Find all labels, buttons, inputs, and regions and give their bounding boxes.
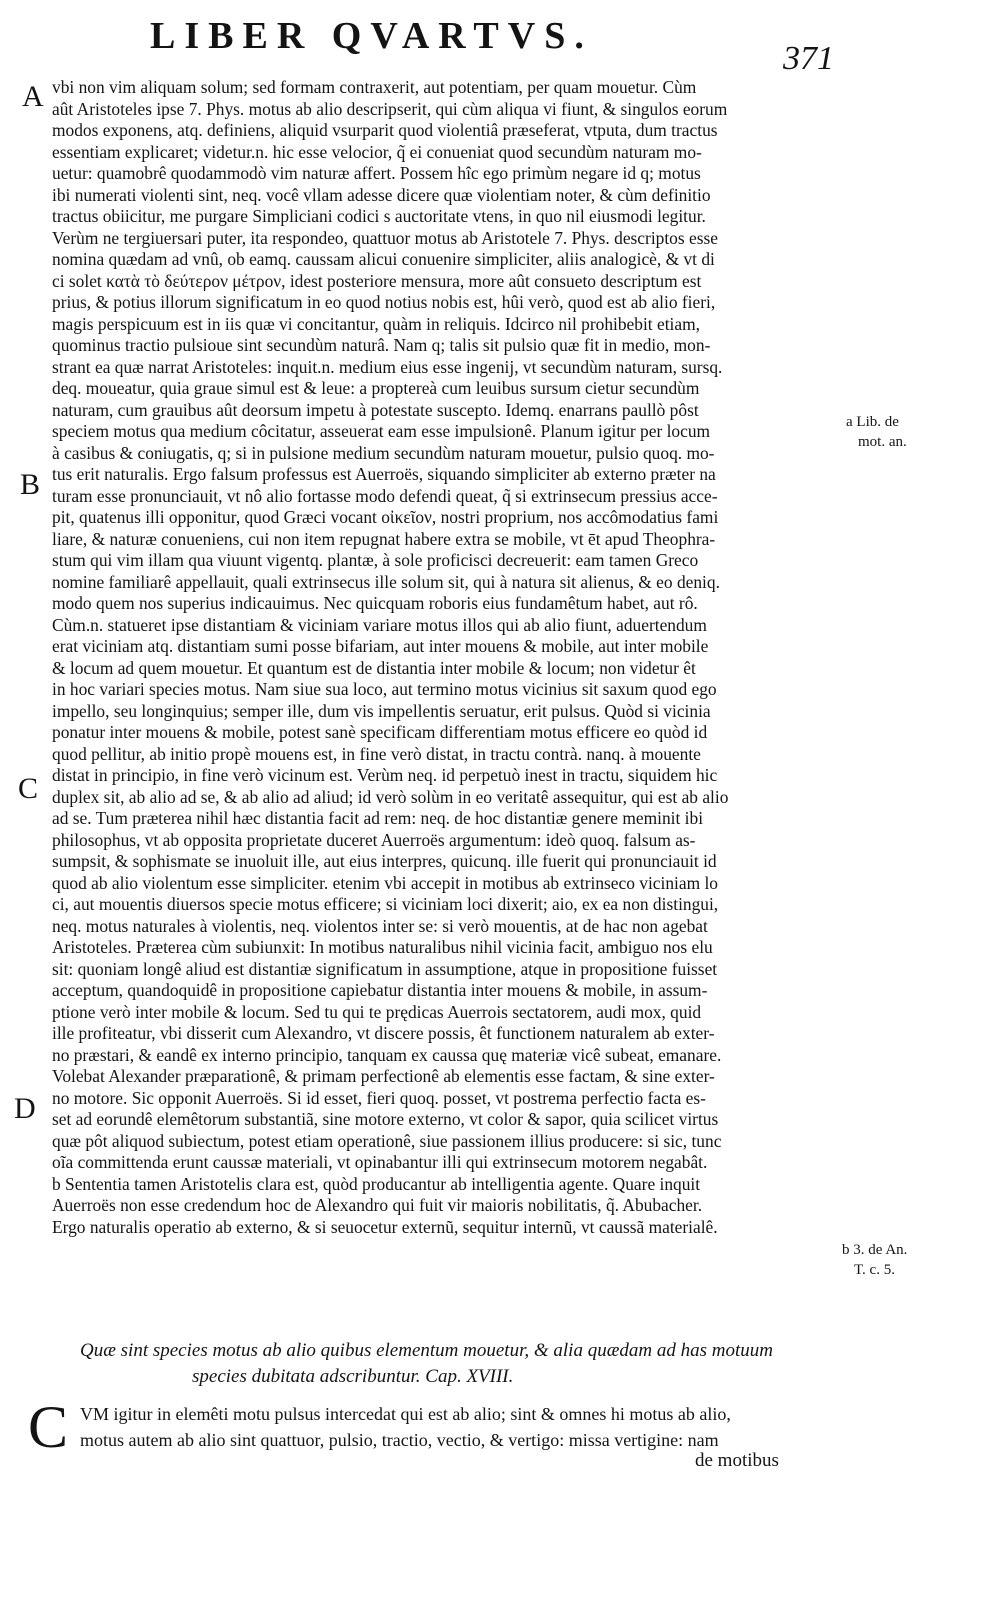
text-line: erat viciniam atq. distantiam sumi posse bifariam, aut inter mouens & mobile, aut inter mobile: [52, 636, 709, 656]
text-line: & locum ad quem mouetur. Et quantum est de distantia inter mobile & locum; non videtur êt: [52, 657, 696, 678]
page-number: 371: [783, 40, 834, 77]
margin-note-mark: a: [846, 414, 853, 430]
text-line: b Sententia tamen Aristotelis clara est, quòd producantur ab intelligentia agente. Quare inquit: [52, 1173, 701, 1194]
chapter-heading: [80, 1338, 840, 1390]
text-line: Auerroës non esse credendum hoc de Alexandro qui fuit vir maioris nobilitatis, q̃. Abubacher.: [52, 1195, 703, 1215]
text-line: philosophus, vt ab opposita proprietate duceret Auerroës argumentum: ideò quoq. falsum as-: [52, 829, 696, 850]
text-line: sit: quoniam longê aliud est distantiæ significatum in assumptione, atque in propositione fuisset: [52, 958, 718, 979]
margin-note-line: T. c. 5.: [854, 1262, 895, 1278]
text-line: liare, & naturæ conueniens, cui non item repugnat habere extra se mobile, vt ēt apud Theophra-: [52, 528, 716, 549]
text-line: Ergo naturalis operatio ab externo, & si seuocetur externũ, sequitur internũ, vt caussã materialê.: [52, 1216, 718, 1237]
chapter-text-line: motus autem ab alio sint quattuor, pulsio, tractio, vectio, & vertigo: missa vertigine: nam: [80, 1430, 719, 1450]
margin-letter-d: D: [14, 1092, 36, 1125]
text-line: nomine familiarê appellauit, quali extrinsecus ille solum sit, qui à natura sit alienus, & eo deniq.: [52, 571, 720, 592]
text-line: ci, aut mouentis diuersos specie motus efficere; si viciniam loci dixerit; aio, ex ea non distingui,: [52, 894, 719, 914]
text-line: acceptum, quandoquidê in propositione capiebatur distantia inter mouens & mobile, in assum-: [52, 980, 708, 1000]
text-line: ptione verò inter mobile & locum. Sed tu qui te prędicas Auerrois sectatorem, audi mox, quid: [52, 1001, 702, 1022]
margin-note-a: [846, 412, 907, 452]
running-head: LIBER QVARTVS.: [150, 15, 593, 57]
text-line: ci solet κατὰ τὸ δεύτερον μέτρον, idest posteriore mensura, more aût consueto descriptum est: [52, 270, 702, 291]
text-line: ad se. Tum præterea nihil hæc distantia facit ad rem: neq. de hoc distantiæ genere meminit ibi: [52, 808, 704, 828]
text-line: vbi non vim aliquam solum; sed formam contraxerit, aut potentiam, per quam mouetur. Cùm: [52, 77, 697, 97]
text-line: ibi numerati violenti sint, neq. você vllam adesse dicere quæ violentiam noter, & cùm definitio: [52, 184, 711, 205]
text-line: no motore. Sic opponit Auerroës. Si id esset, fieri quoq. posset, vt postrema perfectio facta es-: [52, 1087, 706, 1108]
text-line: tus erit naturalis. Ergo falsum professus est Auerroës, siquando simpliciter ab externo præter na: [52, 464, 716, 484]
margin-note-mark: b: [842, 1242, 850, 1258]
text-line: essentiam explicaret; videtur.n. hic esse velocior, q̃ ei conueniat quod secundùm naturam mo-: [52, 141, 702, 162]
text-line: magis perspicuum est in iis quæ vi concitantur, quàm in reliquis. Idcirco nil prohibebit etiam,: [52, 313, 700, 334]
text-line: modos exponens, atq. definiens, aliquid vsurparit quod violentiâ præseferat, vtputa, dum tractus: [52, 120, 718, 140]
text-line: duplex sit, ab alio ad se, & ab alio ad aliud; id verò solùm in eo veritatê assequitur, qui est ab alio: [52, 786, 729, 807]
text-line: quod pellitur, ab initio propè mouens est, in fine verò distat, in tractu contrà. nanq. à mouente: [52, 743, 701, 764]
text-line: modo quem nos superius indicauimus. Nec quicquam roboris eius fundamêtum habet, aut rô.: [52, 593, 698, 613]
text-line: Cùm.n. statueret ipse distantiam & viciniam variare motus illos qui ab alio fiunt, aduertendum: [52, 614, 707, 635]
text-line: ille profiteatur, vbi disserit cum Alexandro, vt discere possis, êt functionem naturalem ab exter-: [52, 1023, 715, 1043]
body-text: [52, 77, 840, 1238]
text-line: oĩa committenda erunt caussæ materiali, vt opinabantur illi qui extrinsecum motorem negabât.: [52, 1152, 708, 1172]
text-line: Verùm ne tergiuersari puter, ita respondeo, quattuor motus ab Aristotele 7. Phys. descriptos esse: [52, 227, 718, 248]
chapter-title-line: Quæ sint species motus ab alio quibus elementum mouetur, & alia quædam ad has motuum: [80, 1340, 773, 1361]
text-line: nomina quædam ad vnû, ob eamq. caussam alicui conuenire simpliciter, aliis analogicè, & vt di: [52, 249, 715, 269]
text-line: in hoc variari species motus. Nam siue sua loco, aut termino motus vicinius sit saxum quod ego: [52, 679, 717, 699]
catchword: de motibus: [695, 1450, 779, 1471]
text-line: prius, & potius illorum significatum in eo quod notius nobis est, hûi verò, quod est ab alio fieri,: [52, 292, 716, 312]
text-line: uetur: quamobrê quodammodò vim naturæ affert. Possem hîc ego primùm negare id q; motus: [52, 163, 701, 183]
text-line: tractus obiicitur, me purgare Simpliciani codici s auctoritate vtens, in quo nil eiusmodi legitur.: [52, 206, 706, 226]
text-line: ponatur inter mouens & mobile, potest sanè specificam differentiam motus efficere eo quòd id: [52, 722, 708, 742]
text-line: quæ pôt aliquod subiectum, potest etiam operationê, siue passionem illius producere: si sic, tunc: [52, 1130, 722, 1151]
margin-note-b: [842, 1240, 907, 1280]
text-line: no præstari, & eandê ex interno principio, tanquam ex caussa quę materiæ vicê subeat, emanare.: [52, 1044, 722, 1065]
text-line: neq. motus naturales à violentis, neq. violentos inter se: si verò mouentis, at de hac non agebat: [52, 915, 708, 936]
drop-initial: C: [28, 1394, 69, 1460]
text-line: quod ab alio violentum esse simpliciter. etenim vbi accepit in motibus ab extrinseco viciniam lo: [52, 872, 719, 893]
chapter-title-line: species dubitata adscribuntur. Cap. XVIII.: [192, 1366, 514, 1387]
margin-note-line: 3. de An.: [853, 1242, 908, 1258]
margin-letter-b: B: [20, 468, 41, 501]
text-line: turam esse pronunciauit, vt nô alio fortasse modo defendi queat, q̃ si extrinsecum pressius acce-: [52, 485, 718, 506]
chapter-text-line: VM igitur in elemêti motu pulsus intercedat qui est ab alio; sint & omnes hi motus ab alio,: [80, 1404, 731, 1424]
text-line: deq. moueatur, quia graue simul est & leue: a proptereà cum leuibus sursum cietur secundùm: [52, 378, 700, 398]
margin-letter-a: A: [22, 80, 44, 113]
text-line: pit, quatenus illi opponitur, quod Græci vocant οἰκεῖον, nostri proprium, nos accômodatius fami: [52, 507, 719, 527]
text-line: Aristoteles. Præterea cùm subiunxit: In motibus naturalibus nihil vicinia facit, ambiguo nos elu: [52, 937, 713, 957]
text-line: naturam, cum grauibus aût deorsum impetu à potestate suscepto. Idemq. enarrans paullò pôst: [52, 399, 699, 420]
text-line: impello, seu longinquius; semper ille, dum vis impellentis seruatur, erit pulsus. Quòd si vicinia: [52, 700, 711, 721]
text-line: à casibus & coniugatis, q; si in pulsione medium secundùm naturam mouetur, pulsio quoq. mo-: [52, 442, 715, 463]
margin-letter-c: C: [18, 772, 39, 805]
text-line: stum qui vim illam qua viuunt vigentq. plantæ, à sole proficisci decreuerit: eam tamen Greco: [52, 550, 699, 570]
text-line: strant ea quæ narrat Aristoteles: inquit.n. medium eius esse ingenij, vt secundùm naturam, sursq.: [52, 356, 723, 377]
text-line: aût Aristoteles ipse 7. Phys. motus ab alio descripserit, qui cùm aliqua vi fiunt, & singulos eorum: [52, 98, 728, 119]
text-line: quominus tractio pulsioue sint secundùm naturâ. Nam q; talis sit pulsio quæ fit in medio, mon-: [52, 335, 711, 355]
text-line: Volebat Alexander præparationê, & primam perfectionê ab elementis esse factam, & sine exter-: [52, 1066, 715, 1086]
text-line: set ad eorundê elemêtorum substantiã, sine motore externo, vt color & sapor, quia scilicet virtus: [52, 1109, 719, 1129]
margin-note-line: mot. an.: [858, 434, 907, 450]
margin-note-line: Lib. de: [856, 414, 899, 430]
text-line: speciem motus qua medium côcitatur, asseuerat eam esse impulsionê. Planum igitur per locum: [52, 421, 711, 441]
text-line: distat in principio, in fine verò vicinum est. Verùm neq. id perpetuò inest in tractu, siquidem hic: [52, 765, 718, 785]
text-line: sumpsit, & sophismate se inuoluit ille, aut eius interpres, quicunq. ille fuerit qui pronunciauit id: [52, 851, 717, 871]
